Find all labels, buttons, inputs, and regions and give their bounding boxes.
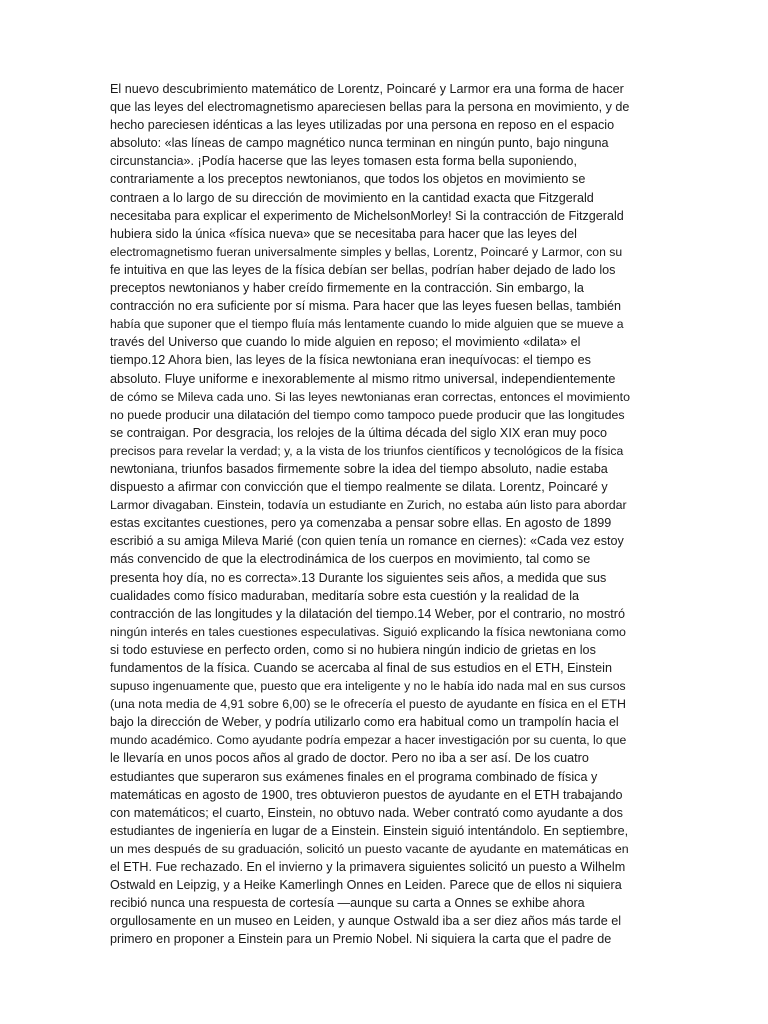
text-line: había que suponer que el tiempo fluía más lentamente cuando lo mide alguien que se mueve a [110,317,624,332]
text-line: (una nota media de 4,91 sobre 6,00) se le ofrecería el puesto de ayudante en física en el ETH [110,697,626,712]
text-line: el ETH. Fue rechazado. En el invierno y la primavera siguientes solicitó un puesto a Wilhelm [110,860,626,875]
text-line: contraen a lo largo de su dirección de movimiento en la cantidad exacta que Fitzgerald [110,190,594,205]
text-line: que las leyes del electromagnetismo apareciesen bellas para la persona en movimiento, y de [110,100,630,115]
text-line: absoluto. Fluye uniforme e inexorablemente al mismo ritmo universal, independientemente [110,371,616,386]
text-line: electromagnetismo fueran universalmente simples y bellas, Lorentz, Poincaré y Larmor, con su [110,244,623,259]
text-line: escribió a su amiga Mileva Marié (con quien tenía un romance en ciernes): «Cada vez estoy [110,534,624,549]
text-line: le llevaría en unos pocos años al grado de doctor. Pero no iba a ser así. De los cuatro [110,751,589,766]
text-line: cualidades como físico maduraban, meditaría sobre esta cuestión y la realidad de la [110,588,580,603]
text-line: El nuevo descubrimiento matemático de Lorentz, Poincaré y Larmor era una forma de hacer [110,82,624,96]
text-line: necesitaba para explicar el experimento de MichelsonMorley! Si la contracción de Fitzgerald [110,208,624,223]
text-line: Larmor divagaban. Einstein, todavía un estudiante en Zurich, no estaba aún listo para abordar [110,498,627,513]
text-line: tiempo.12 Ahora bien, las leyes de la física newtoniana eran inequívocas: el tiempo es [110,353,591,368]
text-line: circunstancia». ¡Podía hacerse que las leyes tomasen esta forma bella suponiendo, [110,154,577,169]
text-line: de cómo se Mileva cada uno. Si las leyes newtonianas eran correctas, entonces el movimiento [110,389,630,404]
text-line: través del Universo que cuando lo mide alguien en reposo; el movimiento «dilata» el [110,335,581,350]
text-line: un mes después de su graduación, solicitó un puesto vacante de ayudante en matemáticas en [110,841,629,856]
text-line: absoluto: «las líneas de campo magnético nunca terminan en ningún punto, bajo ninguna [110,136,609,151]
text-line: contrariamente a los preceptos newtonianos, que todos los objetos en movimiento se [110,172,586,187]
text-line: con matemáticos; el cuarto, Einstein, no obtuvo nada. Weber contrató como ayudante a dos [110,805,623,820]
text-line: hecho pareciesen idénticas a las leyes utilizadas por una persona en reposo en el espacio [110,118,615,133]
text-line: primero en proponer a Einstein para un Premio Nobel. Ni siquiera la carta que el padre de [110,932,612,947]
text-line: mundo académico. Como ayudante podría empezar a hacer investigación por su cuenta, lo que [110,733,627,748]
text-line: orgullosamente en un museo en Leiden, y aunque Ostwald iba a ser diez años más tarde el [110,914,622,929]
text-line: contracción de las longitudes y la dilatación del tiempo.14 Weber, por el contrario, no mostró [110,606,625,621]
text-line: precisos para revelar la verdad; y, a la vista de los triunfos científicos y tecnológicos de la física [110,443,624,458]
text-line: no puede producir una dilatación del tiempo como tampoco puede producir que las longitudes [110,407,625,422]
text-line: recibió nunca una respuesta de cortesía —aunque su carta a Onnes se exhibe ahora [110,896,585,911]
text-line: contracción no era suficiente por sí misma. Para hacer que las leyes fuesen bellas, también [110,299,622,314]
text-line: hubiera sido la única «física nueva» que se necesitaba para hacer que las leyes del [110,226,577,241]
text-line: más convencido de que la electrodinámica de los cuerpos en movimiento, tal como se [110,552,591,567]
text-line: ningún interés en tales cuestiones especulativas. Siguió explicando la física newtoniana como [110,624,626,639]
text-line: supuso ingenuamente que, puesto que era inteligente y no le había ido nada mal en sus cursos [110,679,626,694]
text-line: fundamentos de la física. Cuando se acercaba al final de sus estudios en el ETH, Einstein [110,661,612,675]
text-line: presenta hoy día, no es correcta».13 Durante los siguientes seis años, a medida que sus [110,570,607,585]
text-line: fe intuitiva en que las leyes de la física debían ser bellas, podrían haber dejado de lado los [110,262,616,277]
text-line: preceptos newtonianos y haber creído firmemente en la contracción. Sin embargo, la [110,281,584,296]
text-line: si todo estuviese en perfecto orden, como si no hubiera ningún indicio de grietas en los [110,642,596,657]
body-text [110,80,630,949]
text-line: bajo la dirección de Weber, y podría utilizarlo como era habitual como un trampolín hacia el [110,715,619,730]
text-line: Ostwald en Leipzig, y a Heike Kamerlingh Onnes en Leiden. Parece que de ellos ni siquiera [110,878,622,893]
text-line: newtoniana, triunfos basados firmemente sobre la idea del tiempo absoluto, nadie estaba [110,461,608,476]
text-line: estudiantes de ingeniería en lugar de a Einstein. Einstein siguió intentándolo. En septiembre, [110,823,629,838]
text-line: dispuesto a afirmar con convicción que el tiempo realmente se dilata. Lorentz, Poincaré y [110,480,608,495]
text-line: estas excitantes cuestiones, pero ya comenzaba a pensar sobre ellas. En agosto de 1899 [110,516,612,531]
text-line: matemáticas en agosto de 1900, tres obtuvieron puestos de ayudante en el ETH trabajando [110,787,623,802]
text-line: estudiantes que superaron sus exámenes finales en el programa combinado de física y [110,769,598,784]
text-line: se contraigan. Por desgracia, los relojes de la última década del siglo XIX eran muy poco [110,425,608,440]
